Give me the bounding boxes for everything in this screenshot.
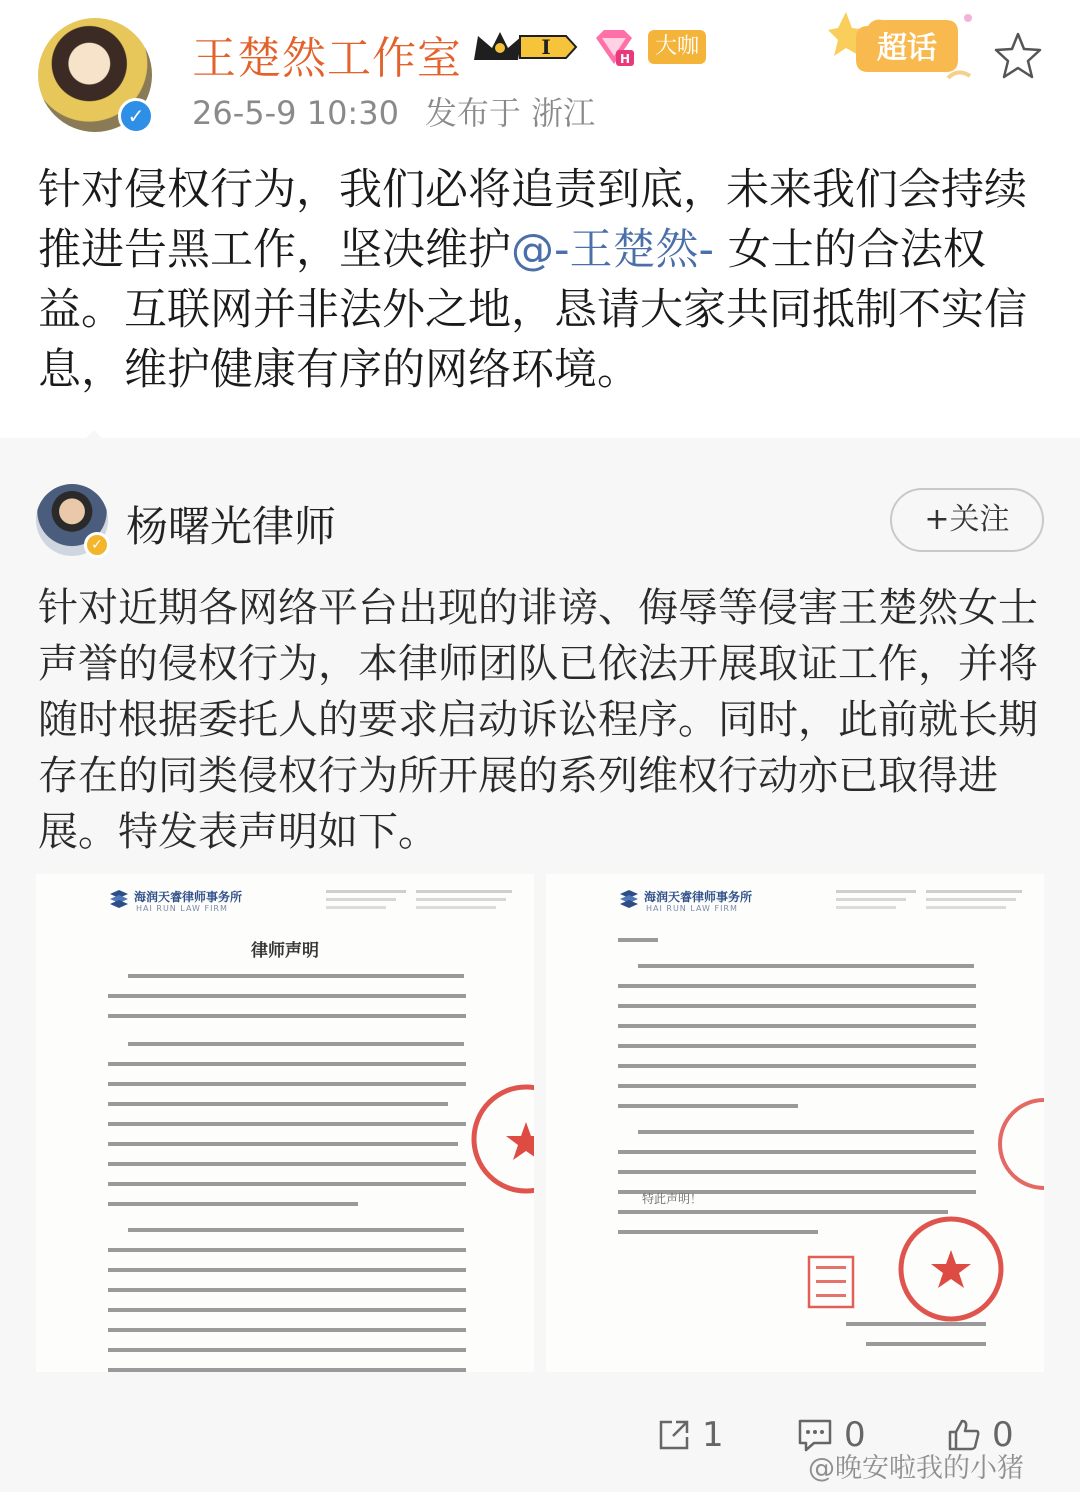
weibo-watermark: @晚安啦我的小猪 xyxy=(808,1453,1024,1484)
post-location: 发布于 浙江 xyxy=(424,94,596,132)
law-firm-seal-icon-2 xyxy=(896,1214,1006,1324)
post-time: 26-5-9 10:30 xyxy=(192,94,399,132)
supertopic-label: 超话 xyxy=(877,31,937,66)
statement-title: 律师声明 xyxy=(251,941,319,961)
statement-image-1[interactable] xyxy=(36,874,534,1372)
share-button[interactable] xyxy=(656,1398,724,1472)
comment-count: 0 xyxy=(844,1415,866,1455)
firm-name-en: HAI RUN LAW FIRM xyxy=(136,904,228,913)
repost-body: 针对近期各网络平台出现的诽谤、侮辱等侵害王楚然女士声誉的侵权行为，本律师团队已依法开展取证工作，并将随时根据委托人的要求启动诉讼程序。同时，此前就长期存在的同类侵权行为所开展的系列维权行动亦已取得进展。特发表声明如下。 xyxy=(38,585,1038,855)
post-text-after: 女士的合法权益。互联网并非法外之地，恳请大家共同抵制不实信息，维护健康有序的网络环境。 xyxy=(38,225,1027,395)
post-text-before: 针对侵权行为，我们必将追责到底，未来我们会持续推进告黑工作，坚决维护 xyxy=(38,165,1027,275)
supertopic-badge[interactable] xyxy=(828,8,978,88)
verified-badge-icon: ✓ xyxy=(118,98,154,134)
repost-author-name[interactable]: 杨曙光律师 xyxy=(126,502,337,551)
firm-name: 海润天睿律师事务所 xyxy=(134,890,243,904)
author-name[interactable]: 王楚然工作室 xyxy=(192,33,462,84)
vip-badge: 大咖 xyxy=(648,30,706,64)
gold-verified-badge-icon: ✓ xyxy=(84,532,110,558)
repost-pointer xyxy=(76,430,112,448)
post-body xyxy=(38,160,1038,400)
like-count: 0 xyxy=(992,1415,1014,1455)
firm-name-2: 海润天睿律师事务所 xyxy=(644,890,753,904)
share-count: 1 xyxy=(702,1415,724,1455)
partial-seal-icon xyxy=(992,1094,1044,1194)
favorite-star-icon[interactable] xyxy=(992,30,1044,82)
statement-closing: 特此声明！ xyxy=(642,1192,703,1206)
hot-member-icon xyxy=(592,28,636,68)
level-badge-text: I xyxy=(541,35,551,59)
crown-level-icon xyxy=(470,28,580,66)
original-post xyxy=(0,0,1080,438)
law-firm-seal-icon xyxy=(456,1084,534,1194)
signature-stamp-icon xyxy=(806,1254,856,1310)
follow-button[interactable]: +关注 xyxy=(890,488,1044,552)
firm-name-en-2: HAI RUN LAW FIRM xyxy=(646,904,738,913)
share-icon xyxy=(656,1417,692,1453)
mention-link[interactable]: @-王楚然- xyxy=(511,225,715,275)
post-meta xyxy=(192,88,595,134)
svg-text:H: H xyxy=(619,52,631,66)
statement-image-2[interactable] xyxy=(546,874,1044,1372)
